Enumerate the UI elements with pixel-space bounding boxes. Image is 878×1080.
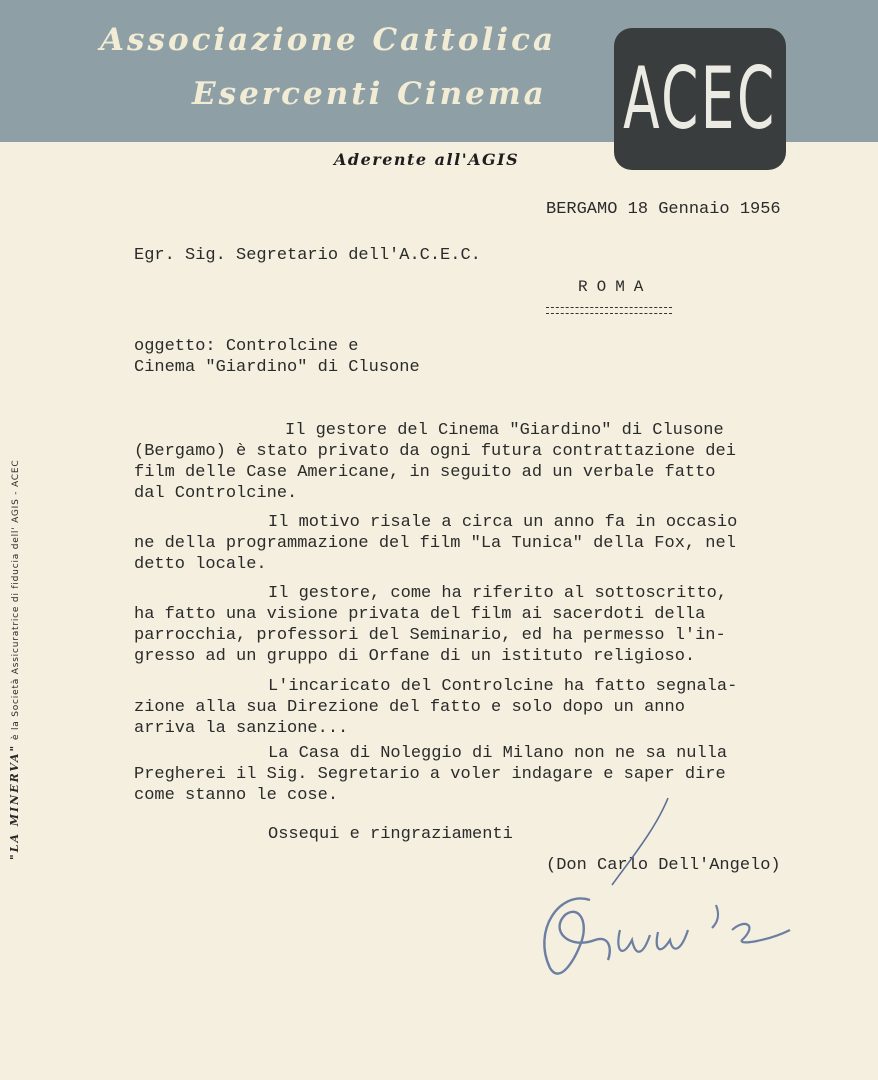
recipient: Egr. Sig. Segretario dell'A.C.E.C. — [134, 246, 481, 265]
body-line: film delle Case Americane, in seguito ad un verbale fatto — [134, 463, 716, 482]
body-line: come stanno le cose. — [134, 786, 339, 805]
body-line: ne della programmazione del film "La Tunica" della Fox, nel — [134, 534, 736, 553]
body-line: La Casa di Noleggio di Milano non ne sa nulla — [268, 744, 728, 763]
subject-line-1: oggetto: Controlcine e — [134, 337, 359, 356]
body-line: arriva la sanzione... — [134, 719, 349, 738]
city-underline — [546, 307, 672, 314]
body-line: (Bergamo) è stato privato da ogni futura contrattazione dei — [134, 442, 736, 461]
signatory: (Don Carlo Dell'Angelo) — [546, 856, 781, 875]
body-line: Il motivo risale a circa un anno fa in occasio — [268, 513, 738, 532]
recipient-city: ROMA — [578, 278, 653, 296]
body-line: zione alla sua Direzione del fatto e solo dopo un anno — [134, 698, 685, 717]
acec-logo — [614, 28, 786, 170]
body-line: gresso ad un gruppo di Orfane di un istituto religioso. — [134, 647, 696, 666]
body-line: Il gestore del Cinema "Giardino" di Clusone — [285, 421, 724, 440]
body-line: Pregherei il Sig. Segretario a voler indagare e saper dire — [134, 765, 726, 784]
body-line: detto locale. — [134, 555, 267, 574]
handwritten-signature — [520, 790, 820, 1000]
body-line: dal Controlcine. — [134, 484, 298, 503]
closing: Ossequi e ringraziamenti — [268, 825, 513, 844]
side-note-bold: "LA MINERVA" — [8, 743, 21, 860]
affiliation-text: Aderente all'AGIS — [334, 150, 520, 169]
body-line: L'incaricato del Controlcine ha fatto segnala- — [268, 677, 738, 696]
body-line: parrocchia, professori del Seminario, ed ha permesso l'in- — [134, 626, 726, 645]
body-line: ha fatto una visione privata del film ai sacerdoti della — [134, 605, 706, 624]
subject-line-2: Cinema "Giardino" di Clusone — [134, 358, 420, 377]
org-name-line2: Esercenti Cinema — [192, 76, 547, 112]
letter-date: BERGAMO 18 Gennaio 1956 — [546, 200, 781, 219]
side-note — [8, 400, 26, 860]
org-name-line1: Associazione Cattolica — [100, 22, 557, 58]
side-note-rest: è la Società Assicuratrice di fiducia dell' AGIS - ACEC — [11, 459, 21, 741]
logo-text: ACEC — [623, 49, 777, 149]
body-line: Il gestore, come ha riferito al sottoscritto, — [268, 584, 728, 603]
